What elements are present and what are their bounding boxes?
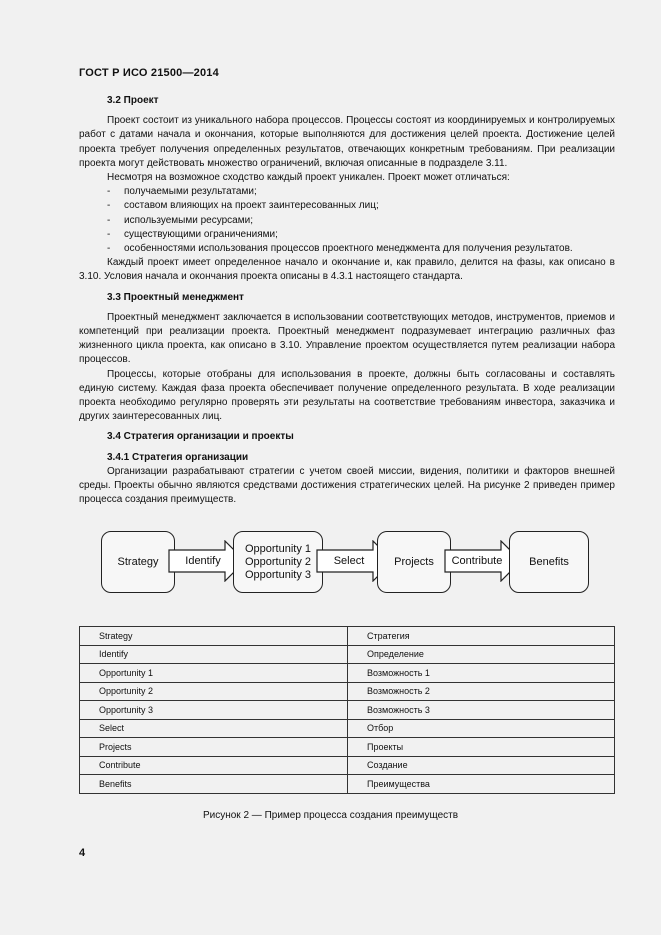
section-3-2-title: 3.2 Проект (107, 95, 159, 106)
table-cell-ru: Возможность 1 (348, 664, 615, 683)
table-cell-en: Contribute (80, 756, 348, 775)
list-item: - особенностями использования процессов проектного менеджмента для получения результатов. (107, 242, 615, 256)
table-cell-en: Opportunity 3 (80, 701, 348, 720)
identify-label: Identify (185, 555, 221, 567)
opportunities-box (233, 531, 323, 593)
table-cell-ru: Возможность 2 (348, 682, 615, 701)
select-label: Select (333, 555, 365, 567)
table-row (80, 627, 615, 646)
section-3-3-title: 3.3 Проектный менеджмент (107, 291, 244, 303)
strategy-label: Strategy (117, 555, 159, 568)
table-cell-ru: Возможность 3 (348, 701, 615, 720)
table-cell-ru: Стратегия (348, 627, 615, 646)
table-cell-ru: Отбор (348, 719, 615, 738)
table-row (80, 775, 615, 794)
opportunity-2-label: Opportunity 2 (244, 555, 312, 568)
opportunity-1-label: Opportunity 1 (244, 542, 312, 555)
table-cell-en: Benefits (80, 775, 348, 794)
section-3-2-paragraph-3: Каждый проект имеет определенное начало и окончание и, как правило, делится на фазы, как описано в 3.10. Условия начала и окончания проекта описаны в 4.3.1 настоящего стандарта. (79, 257, 615, 283)
table-cell-en: Opportunity 2 (80, 682, 348, 701)
page-number: 4 (79, 847, 86, 859)
contribute-label: Contribute (451, 555, 503, 567)
document-header: ГОСТ Р ИСО 21500—2014 (79, 67, 219, 79)
table-row (80, 719, 615, 738)
projects-box (377, 531, 451, 593)
table-row (80, 701, 615, 720)
table-cell-ru: Преимущества (348, 775, 615, 794)
figure-caption: Рисунок 2 — Пример процесса создания преимуществ (202, 810, 459, 821)
table-cell-en: Select (80, 719, 348, 738)
benefits-process-diagram (101, 531, 589, 597)
table-cell-ru: Проекты (348, 738, 615, 757)
translation-table (79, 626, 615, 794)
table-cell-ru: Определение (348, 645, 615, 664)
table-cell-en: Projects (80, 738, 348, 757)
table-row (80, 738, 615, 757)
list-item: - получаемыми результатами; (107, 185, 615, 199)
section-3-2-paragraph-1: Проект состоит из уникального набора процессов. Процессы состоят из координируемых и контролируемых работ с датами начала и окончания, которые выполняются для достижения целей проекта. Достижение целей проекта требует получения определенных результатов, отвечающих конкретным требованиям. При реализации проекта могут действовать множество ограничений, включая описанные в подразделе 3.11. (79, 115, 615, 169)
benefits-box (509, 531, 589, 593)
list-item: - составом влияющих на проект заинтересованных лиц; (107, 199, 615, 213)
table-cell-en: Identify (80, 645, 348, 664)
projects-label: Projects (394, 555, 434, 568)
table-cell-en: Strategy (80, 627, 348, 646)
table-cell-ru: Создание (348, 756, 615, 775)
section-3-4-1-paragraph-1: Организации разрабатывают стратегии с учетом своей миссии, видения, политики и факторов внешней среды. Проекты обычно являются средствами достижения стратегических целей. На рисунке 2 приведен пример процесса создания преимуществ. (79, 465, 615, 506)
list-item: - используемыми ресурсами; (107, 214, 615, 228)
table-row (80, 664, 615, 683)
opportunity-3-label: Opportunity 3 (244, 568, 312, 581)
table-cell-en: Opportunity 1 (80, 664, 348, 683)
table-row (80, 756, 615, 775)
benefits-label: Benefits (529, 555, 569, 568)
strategy-box (101, 531, 175, 593)
section-3-4-title: 3.4 Стратегия организации и проекты (107, 431, 294, 443)
section-3-2-paragraph-2: Несмотря на возможное сходство каждый проект уникален. Проект может отличаться: (107, 172, 510, 184)
document-body (79, 94, 615, 507)
section-3-4-1-title: 3.4.1 Стратегия организации (107, 451, 249, 463)
section-3-3-paragraph-2: Процессы, которые отобраны для использования в проекте, должны быть согласованы и составлять единую систему. Каждая фаза проекта обеспечивает получение определенного результата. В ходе реализации проекта необходимо регулярно проверять эти результаты на соответствие требованиям инвестора, заказчика и других заинтересованных лиц. (79, 368, 615, 423)
section-3-3-paragraph-1: Проектный менеджмент заключается в использовании соответствующих методов, инструментов, приемов и компетенций при реализации проекта. Проектный менеджмент подразумевает интеграцию различных фаз жизненного цикла проекта, как описано в 3.10. Управление проектом осуществляется путем реализации набора процессов. (79, 311, 615, 366)
project-difference-list (79, 185, 615, 256)
table-row (80, 682, 615, 701)
list-item: - существующими ограничениями; (107, 228, 615, 242)
table-row (80, 645, 615, 664)
